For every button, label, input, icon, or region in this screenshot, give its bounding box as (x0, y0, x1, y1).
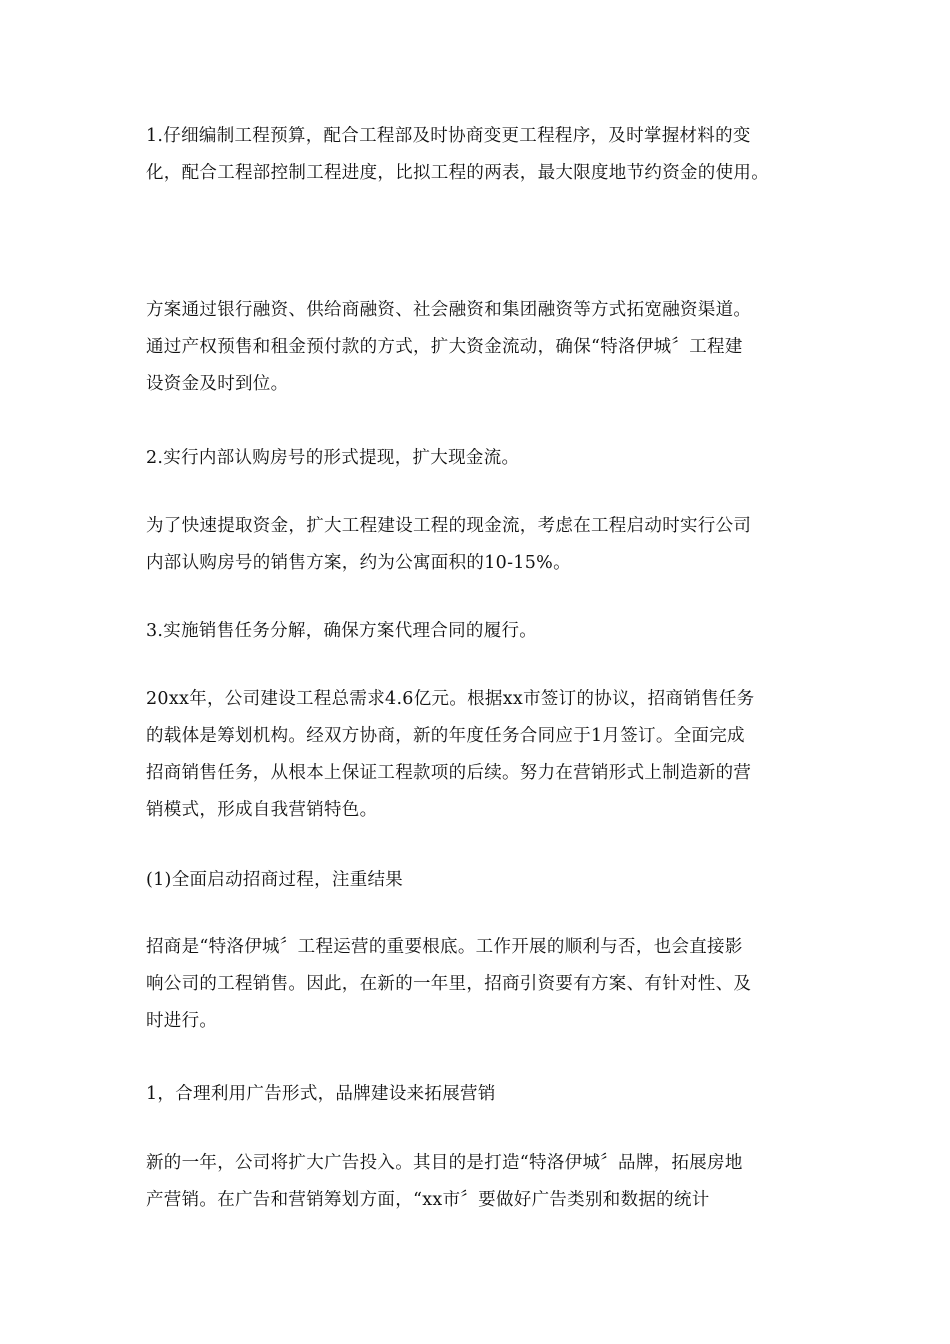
paragraph-financing (146, 292, 811, 403)
text-line: 内部认购房号的销售方案，约为公寓面积的10-15%。 (146, 553, 571, 573)
paragraph-advertising (146, 1145, 811, 1219)
text-line: 为了快速提取资金，扩大工程建设工程的现金流，考虑在工程启动时实行公司 (146, 516, 752, 536)
text-line: 设资金及时到位。 (146, 374, 289, 394)
text-line: 3.实施销售任务分解，确保方案代理合同的履行。 (146, 621, 538, 641)
text-line: 时进行。 (146, 1011, 218, 1031)
paragraph-annual-demand (146, 681, 811, 829)
text-line: 1.仔细编制工程预算，配合工程部及时协商变更工程程序，及时掌握材料的变 (146, 126, 751, 146)
text-line: 招商销售任务，从根本上保证工程款项的后续。努力在营销形式上制造新的营 (146, 763, 752, 783)
text-line: 2.实行内部认购房号的形式提现，扩大现金流。 (146, 448, 520, 468)
text-line: 20xx年，公司建设工程总需求4.6亿元。根据xx市签订的协议，招商销售任务 (146, 689, 755, 709)
text-line: 销模式，形成自我营销特色。 (146, 800, 378, 820)
heading-investment-process (146, 862, 811, 899)
text-line: 响公司的工程销售。因此，在新的一年里，招商引资要有方案、有针对性、及 (146, 974, 752, 994)
text-line: (1)全面启动招商过程，注重结果 (146, 870, 404, 890)
heading-advertising (146, 1076, 811, 1113)
paragraph-budget (146, 118, 811, 192)
text-line: 通过产权预售和租金预付款的方式，扩大资金流动，确保“特洛伊城〞工程建 (146, 337, 743, 357)
text-line: 产营销。在广告和营销筹划方面，“xx市〞要做好广告类别和数据的统计 (146, 1190, 710, 1210)
text-line: 新的一年，公司将扩大广告投入。其目的是打造“特洛伊城〞品牌，拓展房地 (146, 1153, 743, 1173)
heading-sales-tasks (146, 613, 811, 650)
text-line: 方案通过银行融资、供给商融资、社会融资和集团融资等方式拓宽融资渠道。 (146, 300, 752, 320)
text-line: 的载体是筹划机构。经双方协商，新的年度任务合同应于1月签订。全面完成 (146, 726, 745, 746)
paragraph-cash-flow (146, 508, 811, 582)
paragraph-investment (146, 929, 811, 1040)
text-line: 化，配合工程部控制工程进度，比拟工程的两表，最大限度地节约资金的使用。 (146, 163, 769, 183)
heading-internal-purchase (146, 440, 811, 477)
text-line: 招商是“特洛伊城〞工程运营的重要根底。工作开展的顺利与否，也会直接影 (146, 937, 743, 957)
text-line: 1，合理利用广告形式，品牌建设来拓展营销 (146, 1084, 496, 1104)
